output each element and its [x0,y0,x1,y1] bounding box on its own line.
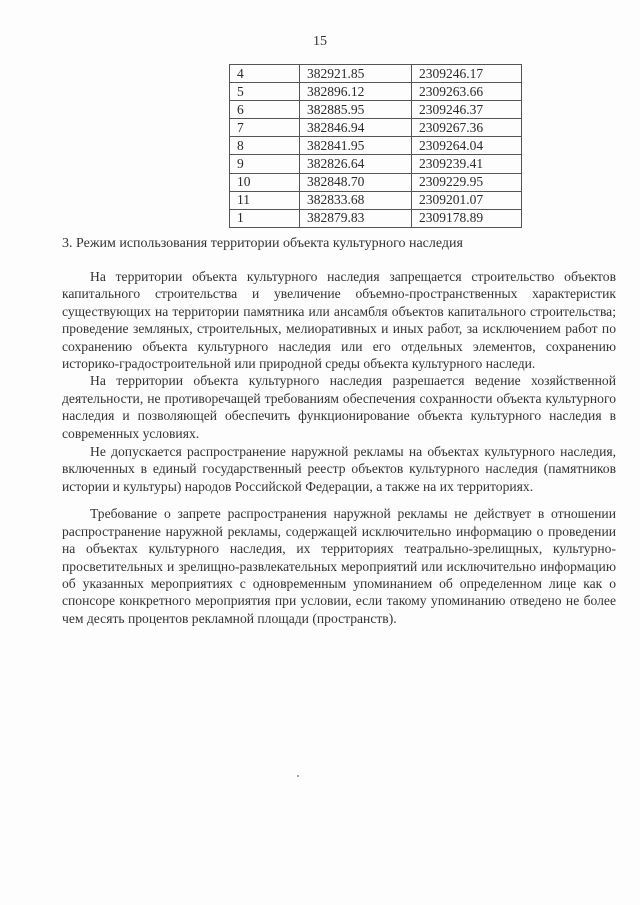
point-number-cell: 4 [230,65,300,83]
table-row [230,137,522,155]
y-coordinate-cell: 2309229.95 [412,173,522,191]
section-heading: 3. Режим использования территории объекта культурного наследия [62,236,463,251]
x-coordinate-cell: 382879.83 [300,209,412,227]
table-row [230,119,522,137]
y-coordinate-cell: 2309239.41 [412,155,522,173]
y-coordinate-cell: 2309264.04 [412,137,522,155]
coordinates-table [229,64,522,228]
y-coordinate-cell: 2309178.89 [412,209,522,227]
point-number-cell: 10 [230,173,300,191]
x-coordinate-cell: 382846.94 [300,119,412,137]
x-coordinate-cell: 382896.12 [300,83,412,101]
x-coordinate-cell: 382885.95 [300,101,412,119]
x-coordinate-cell: 382921.85 [300,65,412,83]
point-number-cell: 9 [230,155,300,173]
table-row [230,173,522,191]
table-row [230,155,522,173]
paragraph: На территории объекта культурного наследия разрешается ведение хозяйственной деятельности, не противоречащей требованиям обеспечения сохранности объекта культурного наследия и позволяющей обеспечить функционирование объекта культурного наследия в современных условиях. [62,373,616,441]
y-coordinate-cell: 2309246.17 [412,65,522,83]
point-number-cell: 7 [230,119,300,137]
section-body [62,268,616,627]
x-coordinate-cell: 382826.64 [300,155,412,173]
y-coordinate-cell: 2309267.36 [412,119,522,137]
table-row [230,191,522,209]
x-coordinate-cell: 382841.95 [300,137,412,155]
point-number-cell: 8 [230,137,300,155]
table-row [230,101,522,119]
y-coordinate-cell: 2309201.07 [412,191,522,209]
y-coordinate-cell: 2309246.37 [412,101,522,119]
paragraph: На территории объекта культурного наследия запрещается строительство объектов капитального строительства и увеличение объемно-пространственных характеристик существующих на территории памятника или ансамбля объектов капитального строительства; проведение земляных, строительных, мелиоративных и иных работ, за исключением работ по сохранению объекта культурного наследия или его отдельных элементов, сохранению историко-градостроительной или природной среды объекта культурного наследи. [62,269,616,372]
paragraph: Не допускается распространение наружной рекламы на объектах культурного наследия, включенных в единый государственный реестр объектов культурного наследия (памятников истории и культуры) народов Российской Федерации, а также на их территориях. [62,444,616,494]
x-coordinate-cell: 382848.70 [300,173,412,191]
paragraph: Требование о запрете распространения наружной рекламы не действует в отношении распространение наружной рекламы, содержащей исключительно информацию о проведении на объектах культурного наследия, их территориях театрально-зрелищных, культурно-просветительных и зрелищно-развлекательных мероприятий или исключительно информацию об указанных мероприятиях с одновременным упоминанием об определенном лице как о спонсоре конкретного мероприятия при условии, если такому упоминанию отведено не более чем десять процентов рекламной площади (пространств). [62,506,616,626]
page-number: 15 [313,34,327,49]
table-row [230,83,522,101]
point-number-cell: 6 [230,101,300,119]
table-row [230,65,522,83]
scan-speck [297,775,299,777]
table-row [230,209,522,227]
point-number-cell: 1 [230,209,300,227]
point-number-cell: 5 [230,83,300,101]
point-number-cell: 11 [230,191,300,209]
x-coordinate-cell: 382833.68 [300,191,412,209]
y-coordinate-cell: 2309263.66 [412,83,522,101]
